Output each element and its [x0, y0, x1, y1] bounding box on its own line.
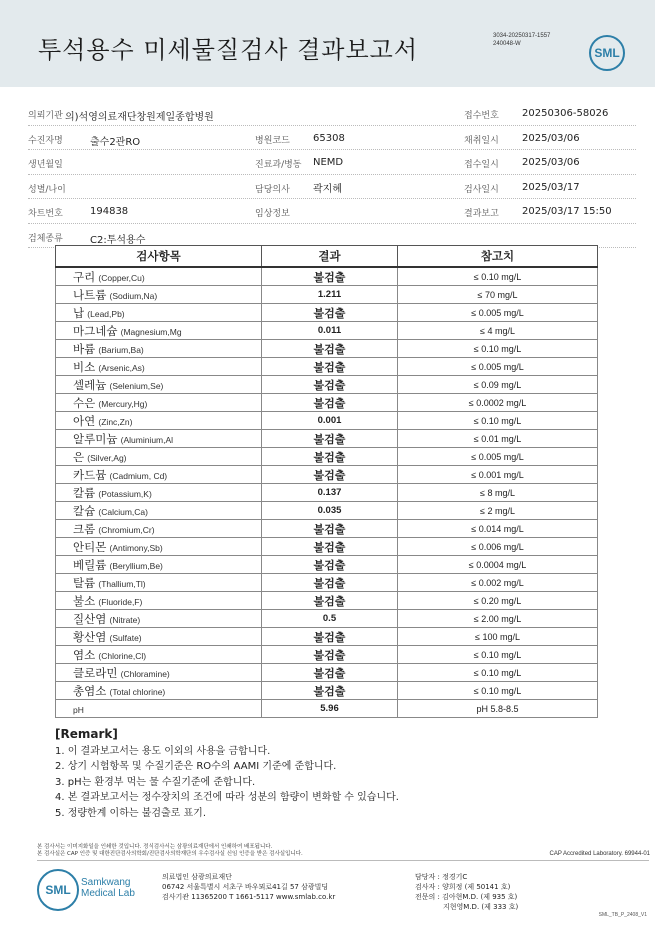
header-result: 결과 — [262, 246, 398, 268]
test-item-korean: 클로라민 — [73, 665, 118, 680]
cell-reference: ≤ 0.0002 mg/L — [398, 394, 598, 412]
cell-result: 0.137 — [262, 484, 398, 502]
value-hospital-code: 65308 — [313, 132, 345, 144]
cell-reference: ≤ 0.0004 mg/L — [398, 556, 598, 574]
remark-line: 3. pH는 환경부 먹는 물 수질기준에 준합니다. — [55, 776, 256, 788]
cell-reference: ≤ 0.014 mg/L — [398, 520, 598, 538]
signatory-line: 전문의 : 김아현M.D. (제 935 호) — [415, 893, 518, 901]
cell-reference: ≤ 70 mg/L — [398, 286, 598, 304]
test-item-korean: 은 — [73, 449, 85, 464]
cell-reference: ≤ 0.006 mg/L — [398, 538, 598, 556]
test-item-korean: 불소 — [73, 593, 96, 608]
test-item-korean: 안티몬 — [73, 539, 107, 554]
test-item-english: (Barium,Ba) — [98, 344, 144, 355]
info-row — [28, 199, 636, 224]
cell-test-item — [56, 448, 262, 466]
results-table — [55, 245, 598, 718]
sml-logo-icon: SML — [589, 35, 625, 71]
label-hospital-code: 병원코드 — [255, 135, 290, 146]
cell-result: 불검출 — [262, 340, 398, 358]
value-patient-name: 출수2관RO — [90, 136, 141, 148]
cell-test-item — [56, 394, 262, 412]
brand-line-1: Samkwang — [81, 877, 131, 888]
test-item-korean: 비소 — [73, 359, 96, 374]
info-row — [28, 175, 636, 200]
cell-result: 불검출 — [262, 628, 398, 646]
test-item-english: (Copper,Cu) — [98, 272, 145, 283]
cell-result: 0.011 — [262, 322, 398, 340]
footer-signatories — [415, 872, 518, 912]
address-line: 06742 서울특별시 서초구 바우뫼로41길 57 삼광빌딩 — [162, 883, 329, 891]
signatory-line: 담당자 : 정경기C — [415, 873, 468, 881]
cell-reference: ≤ 0.005 mg/L — [398, 358, 598, 376]
test-item-english: (Zinc,Zn) — [98, 416, 133, 427]
test-item-korean: 질산염 — [73, 611, 107, 626]
footer-address — [162, 872, 335, 902]
cell-result: 불검출 — [262, 664, 398, 682]
test-item-korean: 구리 — [73, 269, 96, 284]
test-item-english: (Fluoride,F) — [98, 596, 143, 607]
test-item-korean: 납 — [73, 305, 85, 320]
cell-result: 0.5 — [262, 610, 398, 628]
test-item-english: (Silver,Ag) — [87, 452, 127, 463]
table-row — [56, 610, 598, 628]
info-row — [28, 126, 636, 151]
cell-test-item — [56, 502, 262, 520]
cell-reference: pH 5.8-8.5 — [398, 700, 598, 718]
test-item-korean: 염소 — [73, 647, 96, 662]
cell-test-item — [56, 628, 262, 646]
cell-result: 불검출 — [262, 304, 398, 322]
patient-info-table — [28, 101, 636, 248]
remark-line: 2. 상기 시험항목 및 수질기준은 RO수의 AAMI 기준에 준합니다. — [55, 761, 337, 772]
cell-result: 0.035 — [262, 502, 398, 520]
label-test-date: 검사일시 — [464, 184, 499, 195]
label-department: 진료과/병동 — [255, 160, 302, 170]
test-item-korean: 알루미늄 — [73, 431, 118, 446]
test-item-korean: 아연 — [73, 413, 96, 428]
test-item-english: (Selenium,Se) — [109, 380, 164, 391]
table-row — [56, 592, 598, 610]
cell-reference: ≤ 0.10 mg/L — [398, 682, 598, 700]
table-row — [56, 700, 598, 718]
form-code: SML_TB_P_2408_V1 — [598, 912, 647, 918]
cell-reference: ≤ 0.002 mg/L — [398, 574, 598, 592]
header-test-item: 검사항목 — [56, 246, 262, 268]
cell-reference: ≤ 0.10 mg/L — [398, 664, 598, 682]
table-row — [56, 448, 598, 466]
value-requesting-institution: 의)석영의료재단창원제일종합병원 — [65, 112, 214, 123]
test-item-korean: 베릴륨 — [73, 557, 107, 572]
cell-reference: ≤ 0.20 mg/L — [398, 592, 598, 610]
table-row — [56, 484, 598, 502]
test-item-english: (Lead,Pb) — [87, 308, 125, 319]
cell-reference: ≤ 0.005 mg/L — [398, 448, 598, 466]
cell-test-item — [56, 358, 262, 376]
test-item-korean: 수은 — [73, 395, 96, 410]
remark-title: [Remark] — [55, 727, 118, 741]
footer-notes — [37, 844, 303, 858]
cell-test-item — [56, 700, 262, 718]
test-item-korean: 바륨 — [73, 341, 96, 356]
signatory-line: 검사자 : 양희정 (제 50141 호) — [415, 883, 511, 891]
report-header — [0, 0, 655, 87]
test-item-english: (Antimony,Sb) — [109, 542, 163, 553]
cell-result: 불검출 — [262, 520, 398, 538]
label-birth-date: 생년월일 — [28, 160, 63, 170]
cell-test-item — [56, 664, 262, 682]
table-row — [56, 394, 598, 412]
test-item-english: (Cadmium, Cd) — [109, 470, 168, 481]
cell-result: 불검출 — [262, 592, 398, 610]
cell-test-item — [56, 430, 262, 448]
cell-result: 불검출 — [262, 556, 398, 574]
label-specimen-type: 검체종류 — [28, 233, 63, 244]
table-row — [56, 304, 598, 322]
test-item-english: (Sodium,Na) — [109, 290, 158, 301]
cell-test-item — [56, 646, 262, 664]
cell-reference: ≤ 8 mg/L — [398, 484, 598, 502]
cell-test-item — [56, 267, 262, 286]
cell-reference: ≤ 0.01 mg/L — [398, 430, 598, 448]
value-chart-number: 194838 — [90, 206, 129, 217]
cell-test-item — [56, 592, 262, 610]
cell-test-item — [56, 304, 262, 322]
signatory-line: 지현영M.D. (제 333 호) — [443, 903, 519, 911]
table-row — [56, 466, 598, 484]
value-specimen-type: C2:투석용수 — [90, 234, 146, 246]
test-item-english: (Total chlorine) — [109, 686, 166, 697]
table-row — [56, 412, 598, 430]
cell-result: 불검출 — [262, 394, 398, 412]
cell-result: 1.211 — [262, 286, 398, 304]
test-item-korean: 탈륨 — [73, 575, 96, 590]
cell-test-item — [56, 610, 262, 628]
remark-line: 1. 이 결과보고서는 용도 이외의 사용을 금합니다. — [55, 745, 271, 757]
value-department: NEMD — [313, 157, 344, 168]
table-row — [56, 682, 598, 700]
value-receipt-date: 2025/03/06 — [522, 157, 580, 168]
cell-result: 0.001 — [262, 412, 398, 430]
cell-test-item — [56, 322, 262, 340]
test-item-english: (Aluminium,Al — [120, 434, 174, 445]
cell-test-item — [56, 340, 262, 358]
table-row — [56, 286, 598, 304]
table-row — [56, 340, 598, 358]
label-clinical-info: 임상정보 — [255, 209, 290, 219]
test-item-korean: 카드뮴 — [73, 467, 107, 482]
cell-test-item — [56, 538, 262, 556]
table-row — [56, 267, 598, 286]
table-row — [56, 628, 598, 646]
document-codes — [493, 32, 550, 48]
cell-result: 5.96 — [262, 700, 398, 718]
cell-test-item — [56, 376, 262, 394]
test-item-english: (Nitrate) — [109, 614, 141, 625]
cell-result: 불검출 — [262, 646, 398, 664]
header-reference: 참고치 — [398, 246, 598, 268]
cell-reference: ≤ 0.10 mg/L — [398, 412, 598, 430]
test-item-english: (Mercury,Hg) — [98, 398, 148, 409]
remark-line: 4. 본 결과보고서는 정수장치의 조건에 따라 성분의 함량이 변화할 수 있습니다. — [55, 792, 399, 803]
test-item-korean: 총염소 — [73, 683, 107, 698]
footer-brand — [81, 877, 135, 899]
address-line: 의료법인 삼광의료재단 — [162, 873, 232, 881]
value-report-date: 2025/03/17 15:50 — [522, 206, 612, 217]
footer-note: 본 검사서는 이미지화일을 인쇄한 것입니다. 정식검사서는 삼광의료재단에서 인쇄하여 배포됩니다. — [37, 844, 273, 850]
label-receipt-date: 접수일시 — [464, 160, 499, 170]
table-row — [56, 646, 598, 664]
test-item-korean: 칼륨 — [73, 485, 96, 500]
table-row — [56, 322, 598, 340]
cell-test-item — [56, 556, 262, 574]
cell-result: 불검출 — [262, 466, 398, 484]
value-collection-date: 2025/03/06 — [522, 132, 580, 144]
label-chart-number: 차트번호 — [28, 209, 63, 219]
cell-result: 불검출 — [262, 267, 398, 286]
table-row — [56, 358, 598, 376]
cell-reference: ≤ 0.10 mg/L — [398, 267, 598, 286]
address-line: 검사기관 11365200 T 1661-5117 www.smlab.co.kr — [162, 893, 336, 901]
table-row — [56, 574, 598, 592]
test-item-english: (Potassium,K) — [98, 488, 152, 499]
table-row — [56, 520, 598, 538]
cap-accreditation: CAP Accredited Laboratory. 69944-01 — [549, 851, 650, 857]
cell-result: 불검출 — [262, 430, 398, 448]
table-row — [56, 502, 598, 520]
value-receipt-number: 20250306-58026 — [522, 108, 609, 119]
test-item-english: (Magnesium,Mg — [120, 326, 182, 337]
test-item-korean: 칼슘 — [73, 503, 96, 518]
brand-line-2: Medical Lab — [81, 888, 135, 899]
cell-reference: ≤ 100 mg/L — [398, 628, 598, 646]
cell-test-item — [56, 574, 262, 592]
doc-code-2: 240048-W — [493, 41, 521, 47]
doc-code-1: 3034-20250317-1557 — [493, 33, 551, 39]
label-report-date: 결과보고 — [464, 209, 499, 219]
footer-divider — [37, 860, 649, 861]
label-patient-name: 수진자명 — [28, 135, 63, 146]
info-row — [28, 101, 636, 126]
report-title: 투석용수 미세물질검사 결과보고서 — [38, 36, 419, 64]
cell-reference: ≤ 0.001 mg/L — [398, 466, 598, 484]
test-item-korean: 크롬 — [73, 521, 96, 536]
cell-result: 불검출 — [262, 682, 398, 700]
test-item-english: (Sulfate) — [109, 632, 142, 643]
cell-test-item — [56, 484, 262, 502]
cell-reference: ≤ 2 mg/L — [398, 502, 598, 520]
test-item-english: pH — [73, 704, 84, 715]
test-item-english: (Chloramine) — [120, 668, 170, 679]
test-item-english: (Thallium,Tl) — [98, 578, 146, 589]
remark-line: 5. 정량한계 이하는 불검출로 표기. — [55, 807, 207, 819]
test-item-korean: 마그네슘 — [73, 323, 118, 338]
cell-reference: ≤ 0.10 mg/L — [398, 646, 598, 664]
results-body — [56, 267, 598, 718]
cell-result: 불검출 — [262, 574, 398, 592]
results-header-row — [56, 246, 598, 268]
table-row — [56, 556, 598, 574]
value-test-date: 2025/03/17 — [522, 181, 580, 193]
label-receipt-number: 접수번호 — [464, 111, 499, 121]
test-item-korean: 나트륨 — [73, 287, 107, 302]
info-row — [28, 150, 636, 175]
cell-result: 불검출 — [262, 538, 398, 556]
cell-reference: ≤ 2.00 mg/L — [398, 610, 598, 628]
cell-test-item — [56, 466, 262, 484]
label-sex-age: 성별/나이 — [28, 184, 66, 195]
table-row — [56, 376, 598, 394]
test-item-korean: 황산염 — [73, 629, 107, 644]
table-row — [56, 664, 598, 682]
test-item-english: (Chlorine,Cl) — [98, 650, 147, 661]
cell-result: 불검출 — [262, 376, 398, 394]
cell-reference: ≤ 0.005 mg/L — [398, 304, 598, 322]
test-item-english: (Chromium,Cr) — [98, 524, 155, 535]
table-row — [56, 430, 598, 448]
value-doctor: 곽지혜 — [313, 183, 342, 195]
table-row — [56, 538, 598, 556]
cell-reference: ≤ 4 mg/L — [398, 322, 598, 340]
cell-test-item — [56, 412, 262, 430]
cell-reference: ≤ 0.09 mg/L — [398, 376, 598, 394]
cell-reference: ≤ 0.10 mg/L — [398, 340, 598, 358]
cell-result: 불검출 — [262, 448, 398, 466]
remark-section — [55, 727, 399, 821]
cell-test-item — [56, 520, 262, 538]
test-item-english: (Beryllium,Be) — [109, 560, 163, 571]
label-requesting-institution: 의뢰기관 — [28, 111, 63, 121]
cell-test-item — [56, 286, 262, 304]
label-collection-date: 채취일시 — [464, 135, 499, 146]
cell-test-item — [56, 682, 262, 700]
test-item-korean: 셀레늄 — [73, 377, 107, 392]
footer-sml-logo-icon: SML — [37, 869, 79, 911]
label-doctor: 담당의사 — [255, 184, 290, 195]
test-item-english: (Arsenic,As) — [98, 362, 145, 373]
cell-result: 불검출 — [262, 358, 398, 376]
test-item-english: (Calcium,Ca) — [98, 506, 148, 517]
footer-note: 본 검사실은 CAP 인증 및 대한진단검사의학회/진단검사의학재단의 우수검사실 신임 인증을 받은 검사실입니다. — [37, 851, 303, 857]
